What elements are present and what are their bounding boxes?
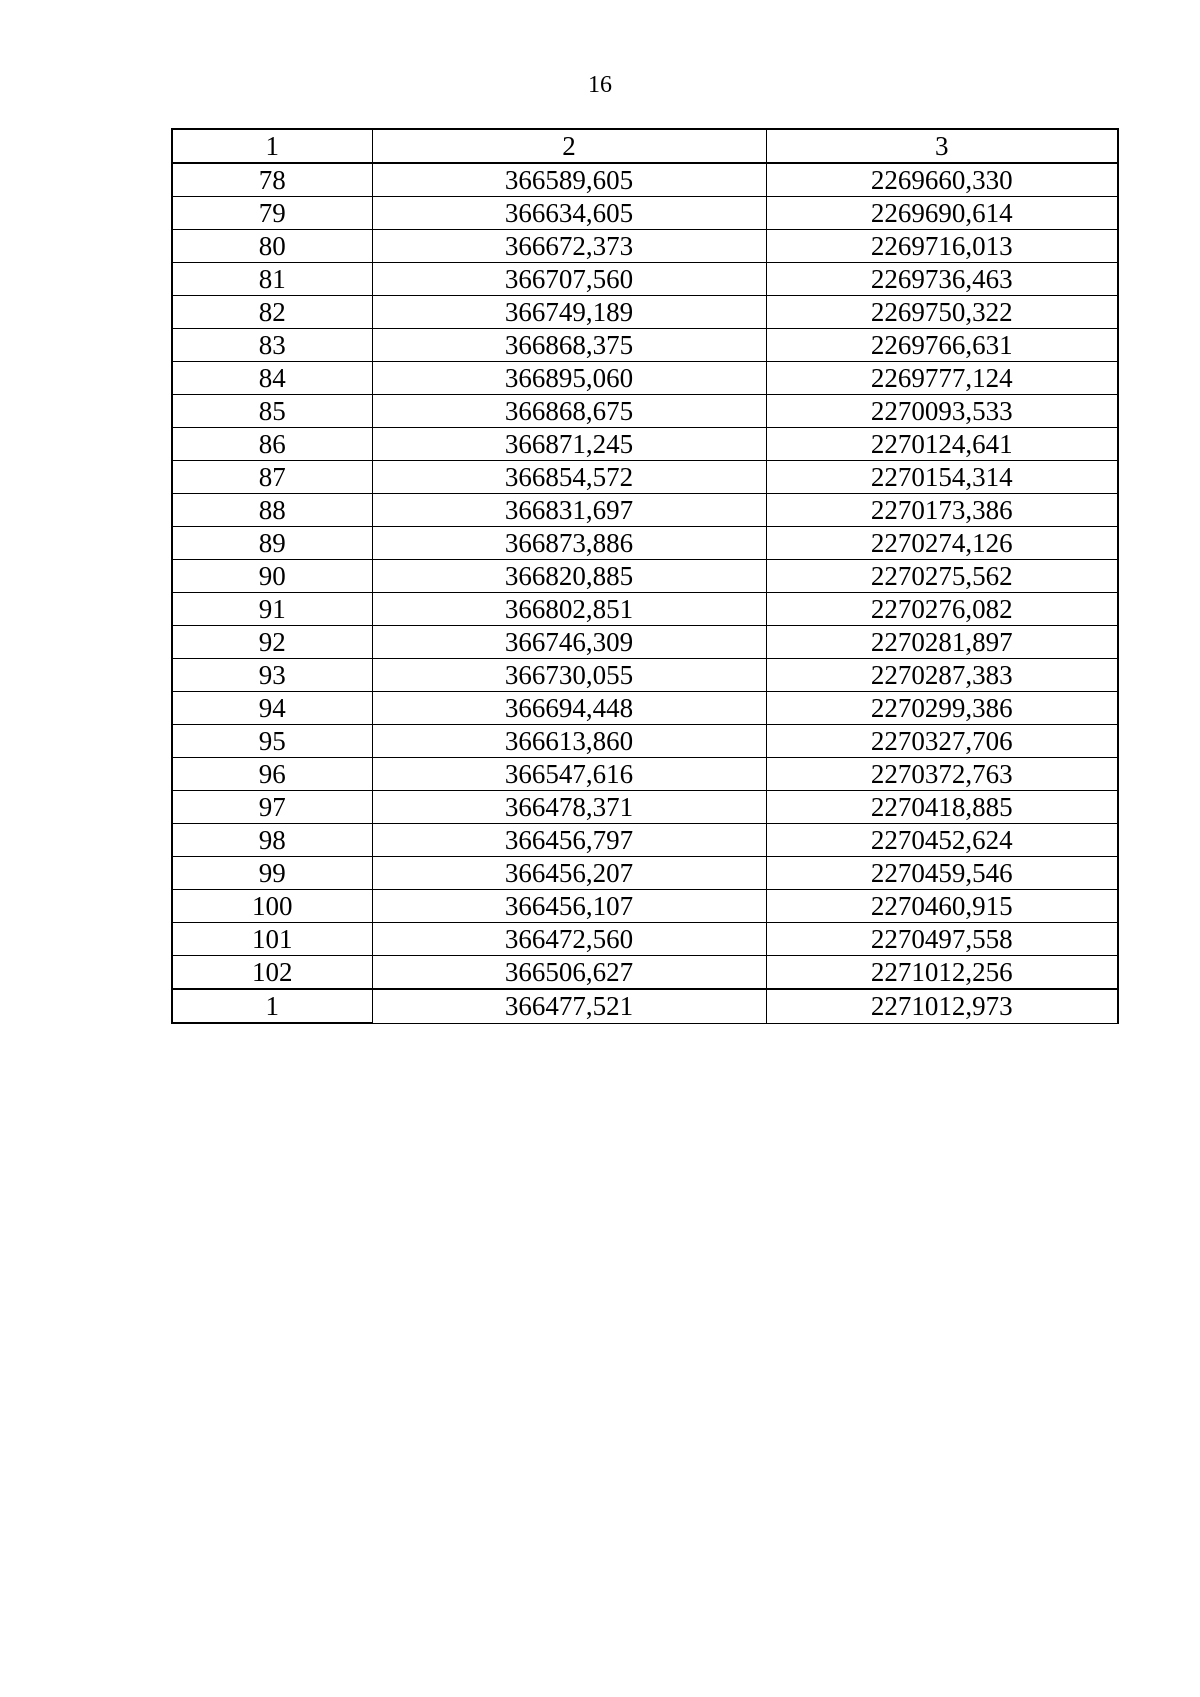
y-coordinate-cell: 2270459,546 (766, 857, 1118, 890)
x-coordinate-cell: 366478,371 (372, 791, 766, 824)
table-header-row (172, 129, 1118, 163)
x-coordinate-cell: 366854,572 (372, 461, 766, 494)
x-coordinate-cell: 366456,207 (372, 857, 766, 890)
point-number-cell: 91 (172, 593, 372, 626)
x-coordinate-cell: 366456,797 (372, 824, 766, 857)
x-coordinate-cell: 366694,448 (372, 692, 766, 725)
x-coordinate-cell: 366868,375 (372, 329, 766, 362)
y-coordinate-cell: 2270124,641 (766, 428, 1118, 461)
y-coordinate-cell: 2270452,624 (766, 824, 1118, 857)
column-header-1: 1 (172, 129, 372, 163)
column-header-2: 2 (372, 129, 766, 163)
y-coordinate-cell: 2270154,314 (766, 461, 1118, 494)
point-number-cell: 100 (172, 890, 372, 923)
y-coordinate-cell: 2270281,897 (766, 626, 1118, 659)
y-coordinate-cell: 2271012,973 (766, 989, 1118, 1023)
x-coordinate-cell: 366730,055 (372, 659, 766, 692)
table-row (172, 692, 1118, 725)
table-row (172, 890, 1118, 923)
point-number-cell: 83 (172, 329, 372, 362)
point-number-cell: 102 (172, 956, 372, 990)
point-number-cell: 94 (172, 692, 372, 725)
table-row (172, 989, 1118, 1023)
y-coordinate-cell: 2270275,562 (766, 560, 1118, 593)
x-coordinate-cell: 366634,605 (372, 197, 766, 230)
table-row (172, 659, 1118, 692)
table-row (172, 230, 1118, 263)
x-coordinate-cell: 366472,560 (372, 923, 766, 956)
point-number-cell: 97 (172, 791, 372, 824)
coordinates-table (171, 128, 1119, 1024)
y-coordinate-cell: 2270274,126 (766, 527, 1118, 560)
y-coordinate-cell: 2270327,706 (766, 725, 1118, 758)
y-coordinate-cell: 2269736,463 (766, 263, 1118, 296)
table-row (172, 263, 1118, 296)
point-number-cell: 82 (172, 296, 372, 329)
y-coordinate-cell: 2270173,386 (766, 494, 1118, 527)
x-coordinate-cell: 366868,675 (372, 395, 766, 428)
x-coordinate-cell: 366506,627 (372, 956, 766, 990)
y-coordinate-cell: 2270460,915 (766, 890, 1118, 923)
y-coordinate-cell: 2269777,124 (766, 362, 1118, 395)
point-number-cell: 87 (172, 461, 372, 494)
x-coordinate-cell: 366895,060 (372, 362, 766, 395)
x-coordinate-cell: 366456,107 (372, 890, 766, 923)
y-coordinate-cell: 2269660,330 (766, 163, 1118, 197)
y-coordinate-cell: 2269716,013 (766, 230, 1118, 263)
table-row (172, 791, 1118, 824)
x-coordinate-cell: 366707,560 (372, 263, 766, 296)
x-coordinate-cell: 366820,885 (372, 560, 766, 593)
table-row (172, 923, 1118, 956)
table-row (172, 296, 1118, 329)
table-row (172, 395, 1118, 428)
point-number-cell: 1 (172, 989, 372, 1023)
point-number-cell: 86 (172, 428, 372, 461)
table-row (172, 857, 1118, 890)
point-number-cell: 79 (172, 197, 372, 230)
y-coordinate-cell: 2270497,558 (766, 923, 1118, 956)
y-coordinate-cell: 2269750,322 (766, 296, 1118, 329)
table-row (172, 494, 1118, 527)
table-row (172, 461, 1118, 494)
table-row (172, 725, 1118, 758)
point-number-cell: 80 (172, 230, 372, 263)
y-coordinate-cell: 2269766,631 (766, 329, 1118, 362)
table-row (172, 593, 1118, 626)
point-number-cell: 101 (172, 923, 372, 956)
point-number-cell: 96 (172, 758, 372, 791)
column-header-3: 3 (766, 129, 1118, 163)
y-coordinate-cell: 2270372,763 (766, 758, 1118, 791)
point-number-cell: 90 (172, 560, 372, 593)
table-row (172, 362, 1118, 395)
table-row (172, 956, 1118, 990)
x-coordinate-cell: 366613,860 (372, 725, 766, 758)
table-row (172, 527, 1118, 560)
x-coordinate-cell: 366672,373 (372, 230, 766, 263)
point-number-cell: 92 (172, 626, 372, 659)
x-coordinate-cell: 366802,851 (372, 593, 766, 626)
point-number-cell: 88 (172, 494, 372, 527)
y-coordinate-cell: 2270299,386 (766, 692, 1118, 725)
x-coordinate-cell: 366749,189 (372, 296, 766, 329)
table-row (172, 197, 1118, 230)
y-coordinate-cell: 2271012,256 (766, 956, 1118, 990)
point-number-cell: 98 (172, 824, 372, 857)
x-coordinate-cell: 366477,521 (372, 989, 766, 1023)
point-number-cell: 99 (172, 857, 372, 890)
point-number-cell: 84 (172, 362, 372, 395)
x-coordinate-cell: 366746,309 (372, 626, 766, 659)
table-row (172, 428, 1118, 461)
y-coordinate-cell: 2270276,082 (766, 593, 1118, 626)
point-number-cell: 78 (172, 163, 372, 197)
y-coordinate-cell: 2270287,383 (766, 659, 1118, 692)
x-coordinate-cell: 366831,697 (372, 494, 766, 527)
x-coordinate-cell: 366873,886 (372, 527, 766, 560)
x-coordinate-cell: 366589,605 (372, 163, 766, 197)
point-number-cell: 95 (172, 725, 372, 758)
y-coordinate-cell: 2269690,614 (766, 197, 1118, 230)
point-number-cell: 85 (172, 395, 372, 428)
page-number: 16 (588, 72, 612, 98)
table-row (172, 626, 1118, 659)
point-number-cell: 81 (172, 263, 372, 296)
table-row (172, 824, 1118, 857)
x-coordinate-cell: 366547,616 (372, 758, 766, 791)
point-number-cell: 89 (172, 527, 372, 560)
table-row (172, 560, 1118, 593)
table-row (172, 758, 1118, 791)
y-coordinate-cell: 2270093,533 (766, 395, 1118, 428)
x-coordinate-cell: 366871,245 (372, 428, 766, 461)
point-number-cell: 93 (172, 659, 372, 692)
y-coordinate-cell: 2270418,885 (766, 791, 1118, 824)
table-row (172, 163, 1118, 197)
table-row (172, 329, 1118, 362)
